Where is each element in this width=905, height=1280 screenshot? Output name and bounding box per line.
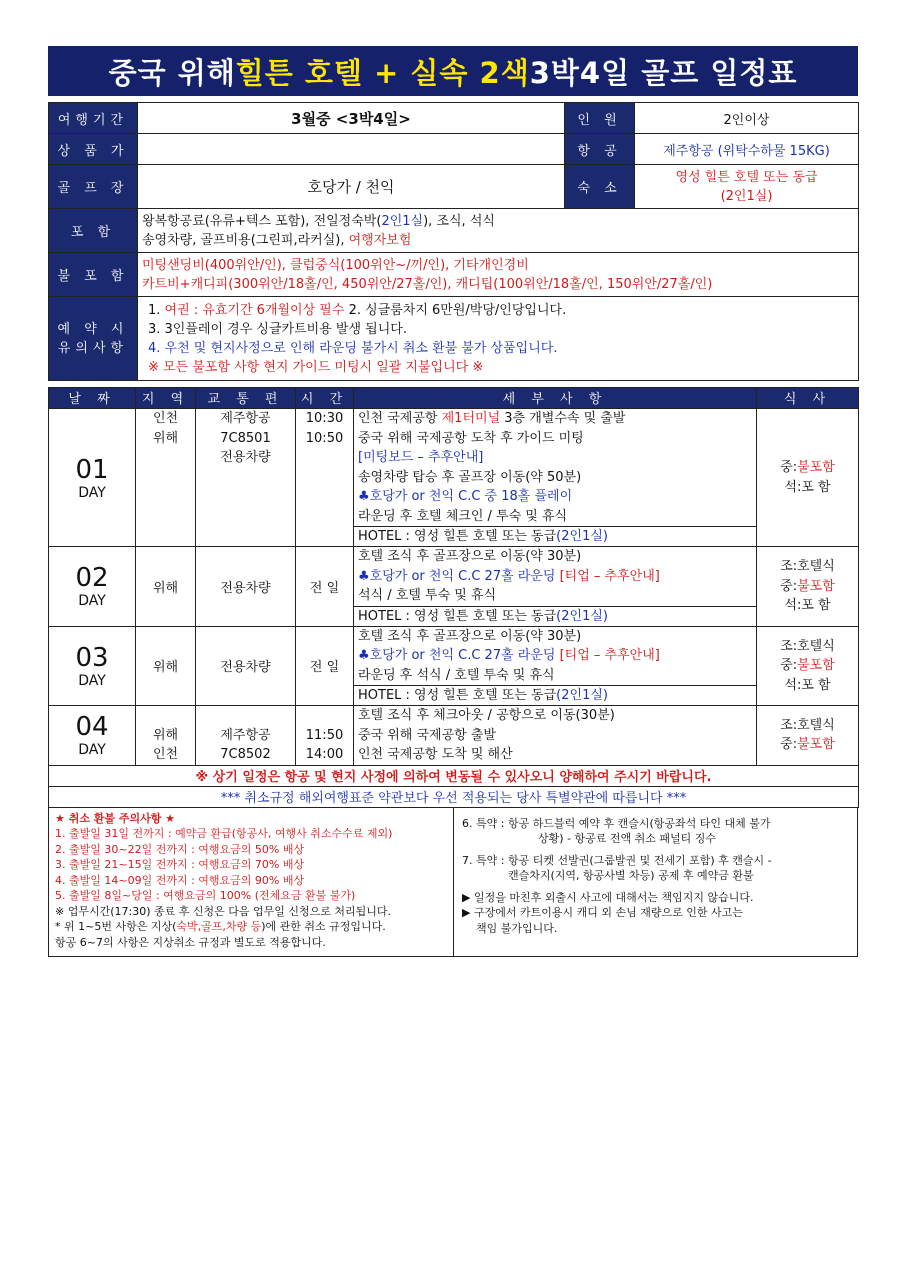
disclaimer: ▶ 구장에서 카트이용시 캐디 외 손님 재량으로 인한 사고는 bbox=[462, 906, 743, 919]
refund-rules bbox=[49, 808, 454, 956]
day-cell bbox=[49, 409, 136, 547]
detail-cell bbox=[354, 626, 757, 706]
meal-lunch: 중: bbox=[780, 658, 798, 673]
room-type: (2인1실) bbox=[556, 608, 608, 624]
day-row bbox=[49, 409, 859, 547]
transport-cell bbox=[196, 409, 296, 547]
time-cell bbox=[296, 409, 354, 547]
time: 11:50 bbox=[305, 727, 344, 743]
day-cell bbox=[49, 626, 136, 706]
people-label: 인 원 bbox=[565, 103, 635, 134]
notes-label bbox=[49, 297, 138, 381]
room-type: (2인1실) bbox=[556, 529, 608, 544]
golf-label: 골 프 장 bbox=[49, 165, 138, 209]
hotel-info: HOTEL : 영성 힐튼 호텔 또는 동급 bbox=[358, 608, 557, 624]
golf-play: ♣호당가 or 천익 C.C 27홀 라운딩 bbox=[358, 568, 560, 584]
tee-time: [티업 – 추후안내] bbox=[559, 568, 660, 584]
detail-text: 3층 개별수속 및 출발 bbox=[500, 411, 626, 426]
meal-breakfast: 조:호텔식 bbox=[780, 717, 835, 733]
meal-dinner: 석:포 함 bbox=[784, 677, 831, 693]
refund-rule: 2. 출발일 30~22일 전까지 : 여행요금의 50% 배상 bbox=[55, 842, 305, 856]
schedule-table bbox=[48, 387, 859, 808]
price-label: 상 품 가 bbox=[49, 134, 138, 165]
ground-items: 숙박,골프,차량 등 bbox=[176, 920, 262, 933]
header-region: 지 역 bbox=[136, 388, 196, 409]
meal-dinner: 석:포 함 bbox=[784, 479, 831, 495]
exclude-value bbox=[138, 253, 859, 297]
refund-title: ★ 취소 환불 주의사항 ★ bbox=[55, 811, 176, 825]
people-value: 2인이상 bbox=[635, 103, 859, 134]
itinerary bbox=[48, 46, 858, 957]
meal-cell bbox=[757, 626, 859, 706]
include-value bbox=[138, 209, 859, 253]
region: 위해 bbox=[136, 547, 196, 627]
include-meals: ), 조식, 석식 bbox=[423, 213, 495, 229]
refund-rule: 4. 출발일 14~09일 전까지 : 여행요금의 90% 배상 bbox=[55, 873, 305, 887]
day-label: DAY bbox=[78, 484, 106, 501]
day-number: 01 bbox=[75, 454, 109, 485]
note-single-room: 2. 싱글룸차지 6만원/박당/인당입니다. bbox=[344, 302, 567, 318]
notes-label-1: 예 약 시 bbox=[57, 321, 129, 337]
detail-text: 인천 국제공항 도착 및 해산 bbox=[358, 747, 513, 762]
hotel-info: HOTEL : 영성 힐튼 호텔 또는 동급 bbox=[358, 529, 557, 544]
region: 위해 bbox=[152, 727, 179, 743]
include-insurance: 여행자보험 bbox=[348, 232, 412, 248]
notes-label-2: 유의사항 bbox=[57, 340, 129, 356]
air-note: 항공 6~7의 사항은 지상취소 규정과 별도로 적용합니다. bbox=[55, 935, 326, 949]
ground-note: * 위 1~5번 사항은 지상( bbox=[55, 920, 177, 933]
note-payment: ※ 모든 불포함 사항 현지 가이드 미팅시 일괄 지불입니다 ※ bbox=[148, 359, 484, 375]
meal-excluded: 불포함 bbox=[797, 578, 835, 594]
time: 전 일 bbox=[296, 626, 354, 706]
meal-excluded: 불포함 bbox=[797, 737, 835, 753]
room-type: (2인1실) bbox=[556, 688, 608, 703]
header-time: 시 간 bbox=[296, 388, 354, 409]
transport-cell bbox=[196, 706, 296, 766]
include-line-1: 왕복항공료(유류+텍스 포함), 전일정숙박( bbox=[142, 213, 382, 229]
exclude-label: 불 포 함 bbox=[49, 253, 138, 297]
refund-rule: 3. 출발일 21~15일 전까지 : 여행요금의 70% 배상 bbox=[55, 858, 305, 871]
region: 위해 bbox=[136, 626, 196, 706]
tee-time: [티업 – 추후안내] bbox=[559, 648, 660, 663]
notes-value bbox=[138, 297, 859, 381]
note-1-num: 1. bbox=[148, 302, 165, 318]
flight-number: 7C8501 bbox=[220, 430, 271, 446]
meeting-board: [미팅보드 – 추후안내] bbox=[358, 450, 484, 465]
exclude-line-1: 미팅샌딩비(400위안/인), 클럽중식(100위안~/끼/인), 기타개인경비 bbox=[142, 257, 529, 273]
cancel-rules bbox=[48, 808, 858, 957]
detail-cell bbox=[354, 409, 757, 547]
flight-number: 7C8502 bbox=[220, 747, 271, 762]
header-meal: 식 사 bbox=[757, 388, 859, 409]
meal-lunch: 중: bbox=[780, 578, 798, 594]
transport: 전용차량 bbox=[220, 450, 271, 465]
disclaimer: ▶ 일정을 마친후 외출시 사고에 대해서는 책임지지 않습니다. bbox=[462, 890, 754, 904]
day-row bbox=[49, 547, 859, 627]
meal-breakfast: 조:호텔식 bbox=[780, 559, 835, 574]
transport: 전용차량 bbox=[196, 626, 296, 706]
header-detail: 세 부 사 항 bbox=[354, 388, 757, 409]
business-hours-note: ※ 업무시간(17:30) 종료 후 신청은 다음 업무일 신청으로 처리됩니다. bbox=[55, 904, 391, 918]
cancel-policy-notice: *** 취소규정 해외여행표준 약관보다 우선 적용되는 당사 특별약관에 따릅니다 *** bbox=[49, 786, 859, 807]
meal-cell bbox=[757, 706, 859, 766]
region-cell bbox=[136, 409, 196, 547]
region: 인천 bbox=[152, 747, 179, 762]
special-term-7: 7. 특약 : 항공 티켓 선발권(그룹발권 및 전세기 포함) 후 캔슬시 - bbox=[462, 853, 772, 867]
time: 10:30 bbox=[305, 411, 344, 426]
title-part-3: 3박4일 골프 일정표 bbox=[529, 55, 798, 90]
time: 전 일 bbox=[296, 547, 354, 627]
day-row bbox=[49, 626, 859, 706]
meal-dinner: 석:포 함 bbox=[784, 598, 831, 613]
special-term-6: 6. 특약 : 항공 하드블럭 예약 후 캔슬시(항공좌석 타인 대체 불가 bbox=[462, 816, 771, 830]
day-number: 03 bbox=[75, 642, 109, 673]
detail-cell bbox=[354, 547, 757, 627]
region: 위해 bbox=[152, 430, 179, 446]
detail-text: 송영차량 탑승 후 골프장 이동(약 50분) bbox=[358, 469, 582, 485]
disclaimer-cont: 책임 불가입니다. bbox=[476, 921, 558, 935]
special-term-6-cont: 상황) - 항공료 전액 취소 패널티 징수 bbox=[538, 832, 717, 845]
meal-lunch: 중: bbox=[780, 737, 798, 753]
exclude-line-2: 카트비+캐디피(300위안/18홀/인, 450위안/27홀/인), 캐디팁(100위안/18홀/인, 150위안/27홀/인) bbox=[142, 276, 713, 292]
golf-play: ♣호당가 or 천익 C.C 27홀 라운딩 bbox=[358, 648, 560, 663]
header-transport: 교 통 편 bbox=[196, 388, 296, 409]
title-highlight: 힐튼 호텔 + 실속 2색 bbox=[235, 55, 530, 90]
detail-text: 호텔 조식 후 골프장으로 이동(약 30분) bbox=[358, 549, 582, 564]
hotel-info: HOTEL : 영성 힐튼 호텔 또는 동급 bbox=[358, 688, 557, 703]
transport: 제주항공 bbox=[220, 411, 271, 426]
header-date: 날 짜 bbox=[49, 388, 136, 409]
detail-text: 중국 위해 국제공항 도착 후 가이드 미팅 bbox=[358, 430, 584, 446]
detail-cell bbox=[354, 706, 757, 766]
include-label: 포 함 bbox=[49, 209, 138, 253]
detail-text: 호텔 조식 후 골프장으로 이동(약 30분) bbox=[358, 628, 582, 644]
include-room-type: 2인1실 bbox=[381, 213, 424, 229]
price-value bbox=[138, 134, 565, 165]
day-row bbox=[49, 706, 859, 766]
meal-lunch: 중: bbox=[780, 460, 798, 475]
note-3: 3. 3인플레이 경우 싱글카트비용 발생 됩니다. bbox=[148, 321, 407, 337]
title-part-1: 중국 위해 bbox=[108, 55, 236, 90]
meal-cell bbox=[757, 409, 859, 547]
golf-value: 호당가 / 천익 bbox=[138, 165, 565, 209]
hotel-label: 숙 소 bbox=[565, 165, 635, 209]
time-cell bbox=[296, 706, 354, 766]
refund-rule: 1. 출발일 31일 전까지 : 예약금 환급(항공사, 여행사 취소수수료 제외) bbox=[55, 827, 393, 840]
meal-breakfast: 조:호텔식 bbox=[780, 638, 835, 654]
day-number: 02 bbox=[75, 563, 109, 594]
include-line-2: 송영차량, 골프비용(그린피,라커실), bbox=[142, 232, 349, 248]
meal-excluded: 불포함 bbox=[797, 658, 835, 673]
day-cell bbox=[49, 706, 136, 766]
detail-text: 중국 위해 국제공항 출발 bbox=[358, 727, 496, 743]
period-label: 여행기간 bbox=[49, 103, 138, 134]
hotel-value-line-1: 영성 힐튼 호텔 또는 동급 bbox=[675, 169, 818, 185]
day-label: DAY bbox=[78, 672, 106, 689]
note-4: 4. 우천 및 현지사정으로 인해 라운딩 불가시 취소 환불 불가 상품입니다. bbox=[148, 340, 558, 356]
special-term-7-cont: 캔슬차지(지역, 항공사별 차등) 공제 후 예약금 환불 bbox=[508, 869, 754, 882]
golf-play: ♣호당가 or 천익 C.C 중 18홀 플레이 bbox=[358, 489, 573, 504]
ground-note: )에 관한 취소 규정입니다. bbox=[261, 920, 386, 933]
info-table bbox=[48, 102, 859, 381]
day-label: DAY bbox=[78, 593, 106, 610]
meal-excluded: 불포함 bbox=[797, 460, 835, 475]
special-terms bbox=[454, 808, 857, 956]
transport: 전용차량 bbox=[196, 547, 296, 627]
meal-cell bbox=[757, 547, 859, 627]
day-label: DAY bbox=[78, 742, 106, 759]
detail-text: 라운딩 후 석식 / 호텔 투숙 및 휴식 bbox=[358, 667, 555, 683]
region: 인천 bbox=[152, 411, 179, 426]
period-value: 3월중 <3박4일> bbox=[138, 103, 565, 134]
schedule-notice: ※ 상기 일정은 항공 및 현지 사정에 의하여 변동될 수 있사오니 양해하여 주시기 바랍니다. bbox=[49, 765, 859, 786]
detail-text: 호텔 조식 후 체크아웃 / 공항으로 이동(30분) bbox=[358, 708, 615, 723]
airline-value: 제주항공 (위탁수하물 15KG) bbox=[635, 134, 859, 165]
region-cell bbox=[136, 706, 196, 766]
airline-label: 항 공 bbox=[565, 134, 635, 165]
detail-text: 라운딩 후 호텔 체크인 / 투숙 및 휴식 bbox=[358, 508, 568, 524]
hotel-value bbox=[635, 165, 859, 209]
time: 10:50 bbox=[305, 430, 344, 446]
detail-text: 석식 / 호텔 투숙 및 휴식 bbox=[358, 588, 497, 603]
hotel-value-line-2: (2인1실) bbox=[720, 188, 773, 204]
transport: 제주항공 bbox=[220, 727, 271, 743]
detail-text: 인천 국제공항 bbox=[358, 411, 442, 426]
refund-rule: 5. 출발일 8일~당일 : 여행요금의 100% (전체요금 환불 불가) bbox=[55, 889, 356, 902]
terminal: 제1터미널 bbox=[441, 411, 501, 426]
time: 14:00 bbox=[305, 747, 344, 762]
page-title bbox=[48, 46, 858, 96]
note-passport: 여권 : 유효기간 6개월이상 필수 bbox=[164, 302, 345, 318]
day-number: 04 bbox=[75, 712, 109, 743]
day-cell bbox=[49, 547, 136, 627]
